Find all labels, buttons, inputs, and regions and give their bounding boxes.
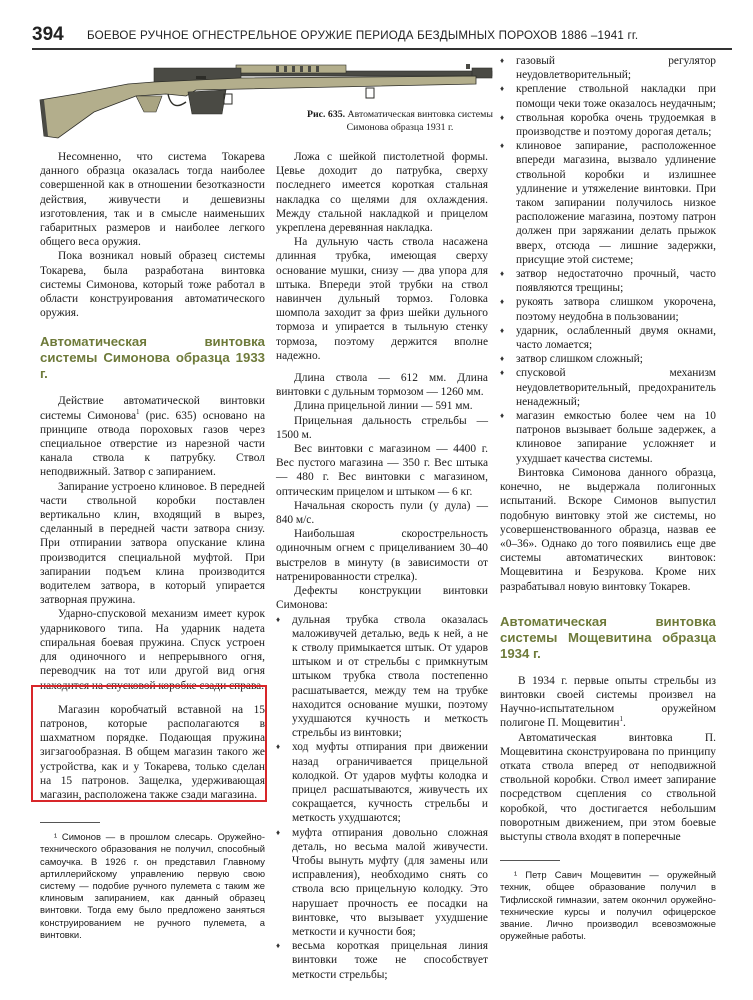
section-heading: Автоматическая винтовка системы Мощевитина образца 1934 г.	[500, 613, 716, 661]
page-number: 394	[32, 24, 64, 45]
paragraph: В 1934 г. первые опыты стрельбы из винтовки своей системы произвел на Научно-испытательном оружейном полигоне П. Мощевитин$^1$.	[500, 674, 716, 730]
spec-line: Прицельная дальность стрельбы — 1500 м.	[276, 414, 488, 441]
list-item: ♦ дульная трубка ствола оказалась маложивучей деталью, ведь к ней, а не к стволу примыкается штык. От ударов штыком и от стрельбы с примкнутым штыком трубка ствола постепенно расшатывается, между тем на трубке находится основание мушки, поэтому ухудшаются кучность и меткость стрельбы из винтовки;	[276, 613, 488, 741]
paragraph: Автоматическая винтовка П. Мощевитина сконструирована по принципу отката ствола вперед от неподвижной ствольной коробки. Ствол имеет запирание посредством сцепления со ствольной коробкой, что достигается небольшим поворотным движением, при этом боевые выступы ствола входят в поперечные	[500, 731, 716, 843]
footnote-rule	[40, 822, 100, 823]
list-item: ♦ магазин емкостью более чем на 10 патронов вызывает больше задержек, а клиновое запирание усложняет и ухудшает качества системы.	[500, 409, 716, 466]
header-rule	[32, 48, 732, 50]
highlighted-paragraph: Магазин коробчатый вставной на 15 патронов, которые располагаются в шахматном порядке. Подающая пружина зигзагообразная. В общем магазин такого же устройства, как и у Токарева, только сделан на 15 патронов. Защелка, удерживающая магазин, расположена также сзади магазина.	[40, 703, 265, 801]
page-header	[32, 18, 732, 48]
spec-line: Дефекты конструкции винтовки Симонова:	[276, 585, 488, 612]
rifle-upper-handguard	[236, 65, 346, 73]
paragraph: На дульную часть ствола насажена длинная трубка, имеющая сверху основание мушки, снизу — два упора для штыка. Впереди этой трубки на ствол навинчен дульный тормоз. Головка шомпола заходит за фриз шейки дульного тормоза и упирается в тыльную стенку тормоза, поэтому держится вполне надежно.	[276, 236, 488, 362]
list-item: ♦ весьма короткая прицельная линия винтовки тоже не способствует меткости стрельбы;	[276, 939, 488, 982]
section-heading: Автоматическая винтовка системы Симонова образца 1933 г.	[40, 334, 265, 382]
footnote-rule	[500, 860, 560, 861]
spec-line: Вес винтовки с магазином — 4400 г. Вес пустого магазина — 350 г. Вес штыка — 480 г. Вес винтовки с магазином, оптическим прицелом и штыком — 6 кг.	[276, 443, 488, 498]
list-item: ♦ затвор слишком сложный;	[500, 352, 716, 366]
spec-line: Начальная скорость пули (у дула) — 840 м/с.	[276, 499, 488, 527]
paragraph: Ударно-спусковой механизм имеет курок ударникового типа. На ударник надета спиральная боевая пружина. Спуск устроен для одиночного и непрерывного огня, переводчик на тот или другой вид огня находится на спусковой коробке сзади справа.	[40, 608, 265, 692]
paragraph: Ложа с шейкой пистолетной формы. Цевье доходит до патрубка, сверху последнего имеется короткая стальная накладка со щелями для охлаждения. Между стальной накладкой и прицелом укреплена деревянная накладка.	[276, 151, 488, 235]
list-item: ♦ клиновое запирание, расположенное впереди магазина, вызвало удлинение ствольной коробки и излишнее удлинение и утяжеление винтовки. При таком запирании получилось низкое расположение магазина, поэтому патрон должен при заряжании делать прыжок вверх, отсюда — лишние задержки, присущие этой системе;	[500, 139, 716, 267]
paragraph: Запирание устроено клиновое. В передней части ствольной коробки поставлен вертикально клин, входящий в вырез, сделанный в передней части затвора снизу. При отпирании затвора опускание клина производится специальной муфтой. При запирании подъем клина производится водителем затвора, в который упирается затворная пружина.	[40, 480, 265, 607]
list-item: ♦ ход муфты отпирания при движении назад ограничивается прицельной колодкой. От ударов муфты колодка и прицел расшатываются, живучесть их сокращается, кучность стрельбы и меткость ухудшаются;	[276, 740, 488, 825]
running-title: БОЕВОЕ РУЧНОЕ ОГНЕСТРЕЛЬНОЕ ОРУЖИЕ ПЕРИОДА БЕЗДЫМНЫХ ПОРОХОВ 1886 –1941 гг.	[87, 29, 639, 42]
list-item: ♦ ударник, ослабленный двумя окнами, часто ломается;	[500, 324, 716, 352]
list-item: ♦ ствольная коробка очень трудоемкая в производстве и поэтому дорогая деталь;	[500, 111, 716, 139]
defects-list	[276, 613, 488, 982]
column-3	[500, 54, 716, 942]
list-item: ♦ муфта отпирания довольно сложная деталь, но весьма малой живучести. Чтобы вынуть муфту (для замены или исправления), необходимо снять со ствола всю прицельную колодку. Это нарушает прочность ее посадки на винтовке, что вызывает ухудшение меткости и кучности боя;	[276, 826, 488, 940]
paragraph: Действие автоматической винтовки системы Симонова$^1$ (рис. 635) основано на принципе отвода пороховых газов через специальное отверстие из нарезной части канала ствола к патрубку. Ствол неподвижный. Затвор с запиранием.	[40, 395, 266, 479]
spec-line: Наибольшая скорострельность одиночным огнем с прицеливанием 30–40 выстрелов в минуту (в зависимости от натренированности стрелка).	[276, 528, 488, 583]
figure-caption: Рис. 635. Автоматическая винтовка системы Симонова образца 1931 г.	[307, 109, 493, 133]
paragraph: Несомненно, что система Токарева данного образца оказалась тогда наиболее совершенной как в отношении безотказности действия, живучести и дешевизны изготовления, так и в смысле наименьших габаритных размеров и наиболее легкого общего веса оружия.	[40, 151, 265, 249]
highlight-box	[31, 685, 267, 802]
list-item: ♦ затвор недостаточно прочный, часто появляются трещины;	[500, 267, 716, 295]
spec-line: Длина прицельной линии — 591 мм.	[294, 400, 473, 413]
paragraph: Винтовка Симонова данного образца, конечно, не выдержала полигонных испытаний. Вскоре Симонов выпустил подобную винтовку этой же системы, но усовершенствованного образца, назвав ее «0–36». Однако до того появились еще две системы автоматических винтовок: Мощевитина и Безрукова. Кроме них разрабатывал новую винтовку Токарев.	[500, 466, 716, 593]
column-1	[40, 150, 265, 941]
list-item: ♦ рукоять затвора слишком укорочена, поэтому неудобна в пользовании;	[500, 295, 716, 323]
footnote: ¹ Симонов — в прошлом слесарь. Оружейно-технического образования не получил, способный самоучка. В 1926 г. он представил Главному артиллерийскому управлению первую свою систему — подобие ручного пулемета с таким же клиновым запиранием, как данный образец винтовки. Тогда ему было предложено заняться конструированием не ручного пулемета, а винтовки.	[40, 831, 265, 940]
list-item: ♦ спусковой механизм неудовлетворительный, предохранитель ненадежный;	[500, 366, 716, 409]
spec-line: Длина ствола — 612 мм. Длина винтовки с дульным тормозом — 1260 мм.	[276, 372, 488, 399]
column-2	[276, 150, 488, 982]
rifle-magazine	[188, 90, 226, 114]
list-item: ♦ газовый регулятор неудовлетворительный;	[500, 54, 716, 82]
list-item: ♦ крепление ствольной накладки при помощи чеки тоже оказалось неудачным;	[500, 82, 716, 110]
paragraph: Пока возникал новый образец системы Токарева, была разработана винтовка системы Симонова, который тоже работал в области конструирования автоматического оружия.	[40, 250, 265, 320]
defects-list-continued	[500, 54, 716, 466]
footnote: ¹ Петр Савич Мощевитин — оружейный техник, общее образование получил в Тифлисской гимназии, затем окончил оружейно-технические курсы и получил офицерское звание. Лично производил всевозможные оружейные работы.	[500, 869, 716, 942]
